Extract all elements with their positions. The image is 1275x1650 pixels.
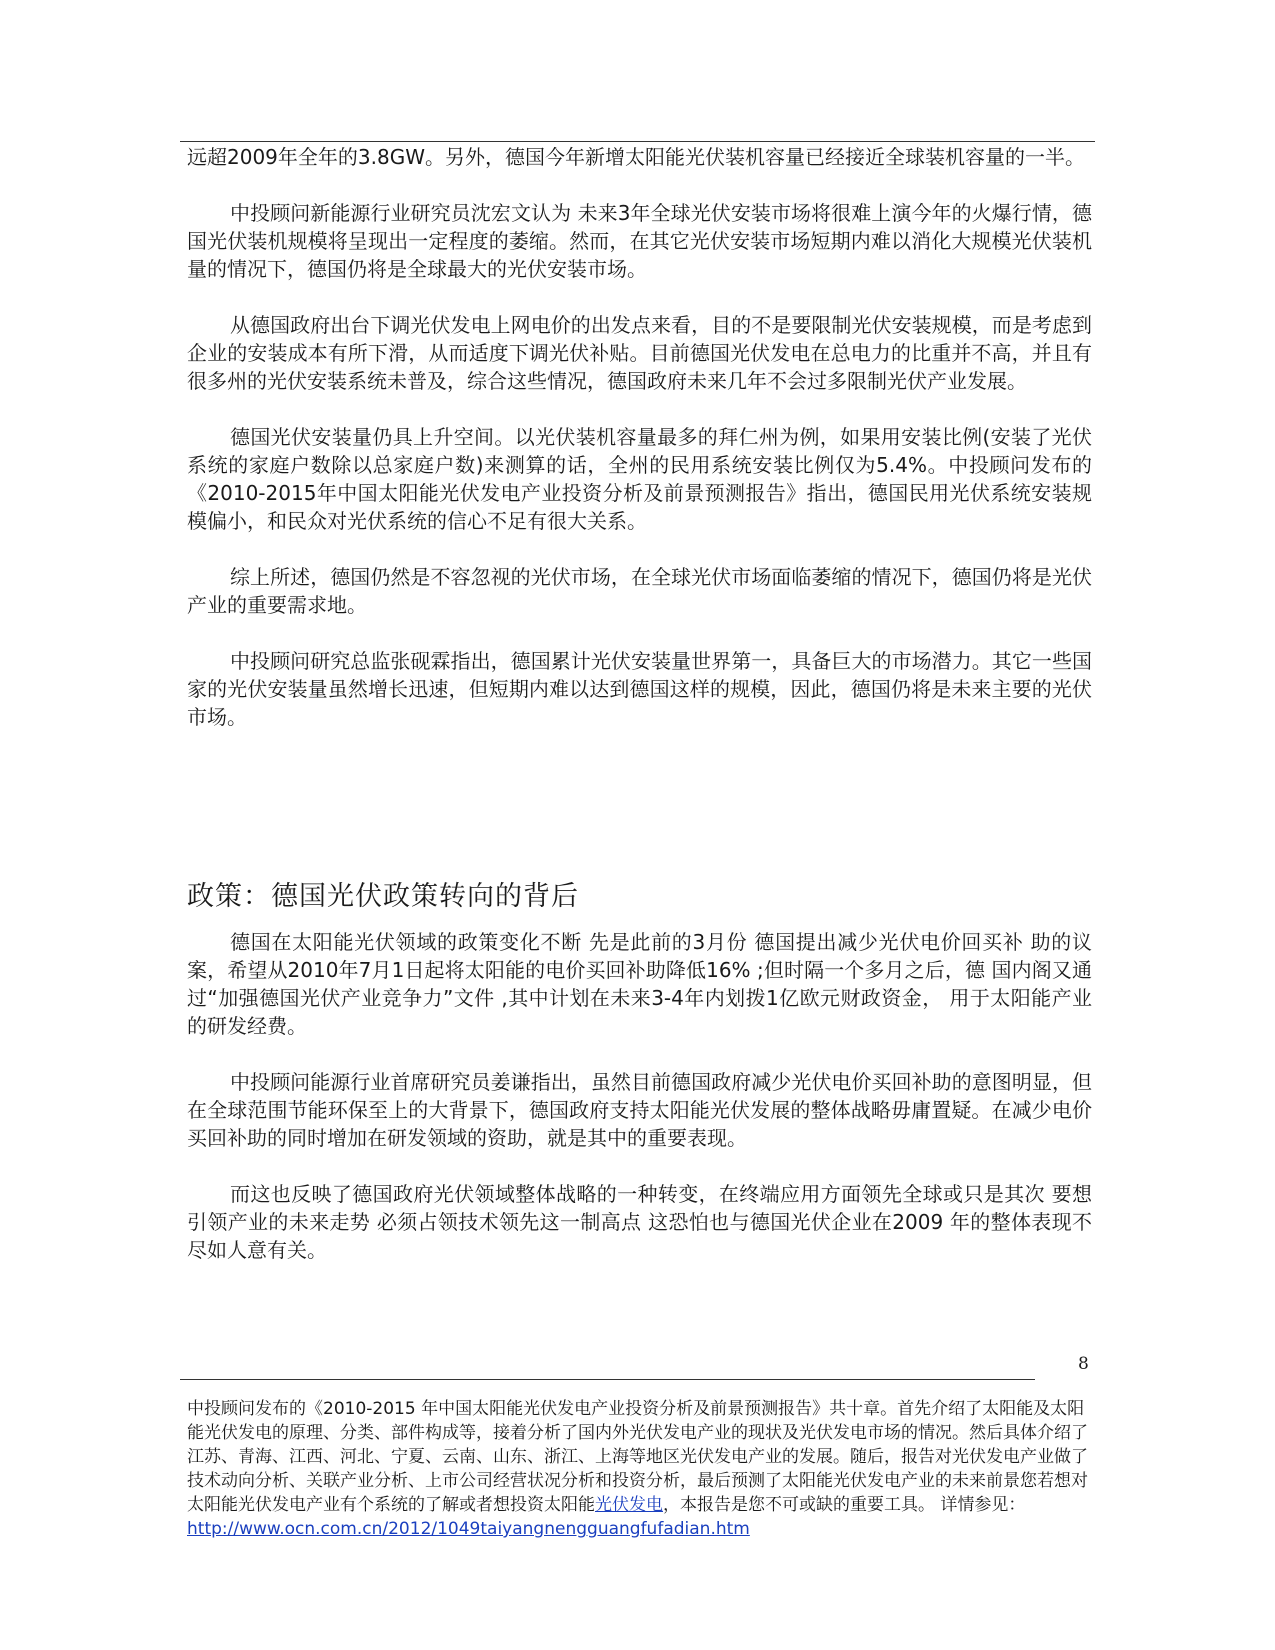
paragraph: 中投顾问能源行业首席研究员姜谦指出，虽然目前德国政府减少光伏电价买回补助的意图明显，但在全球范围节能环保至上的大背景下，德国政府支持太阳能光伏发展的整体战略毋庸置疑。在减少电价买回补助的同时增加在研发领域的资助，就是其中的重要表现。 [187,1070,1092,1150]
paragraph: 中投顾问新能源行业研究员沈宏文认为 未来3年全球光伏安装市场将很难上演今年的火爆行情，德国光伏装机规模将呈现出一定程度的萎缩。然而，在其它光伏安装市场短期内难以消化大规模光伏装机量的情况下，德国仍将是全球最大的光伏安装市场。 [187,201,1092,281]
footer-text-after: ，本报告是您不可或缺的重要工具。 详情参见： [663,1495,1026,1515]
body-top [187,143,1092,731]
section-heading: 政策：德国光伏政策转向的背后 [187,881,579,912]
body-bottom [187,928,1092,1264]
footer-note [187,1397,1092,1541]
paragraph: 德国光伏安装量仍具上升空间。以光伏装机容量最多的拜仁州为例，如果用安装比例(安装了光伏系统的家庭户数除以总家庭户数)来测算的话，全州的民用系统安装比例仅为5.4%。中投顾问发布的《2010-2015年中国太阳能光伏发电产业投资分析及前景预测报告》指出，德国民用光伏系统安装规模偏小，和民众对光伏系统的信心不足有很大关系。 [187,425,1092,533]
footer-keyword-link[interactable]: 光伏发电 [595,1495,663,1515]
footer-text: 中投顾问发布的《2010-2015 年中国太阳能光伏发电产业投资分析及前景预测报告》共十章。首先介绍了太阳能及太阳能光伏发电的原理、分类、部件构成等，接着分析了国内外光伏发电产业的现状及光伏发电市场的情况。然后具体介绍了江苏、青海、江西、河北、宁夏、云南、山东、浙江、上海等地区光伏发电产业的发展。随后，报告对光伏发电产业做了技术动向分析、关联产业分析、上市公司经营状况分析和投资分析，最后预测了太阳能光伏发电产业的未来前景您若想对太阳能光伏发电产业有个系统的了解或者想投资太阳能 [187,1399,1088,1515]
paragraph: 中投顾问研究总监张砚霖指出，德国累计光伏安装量世界第一，具备巨大的市场潜力。其它一些国家的光伏安装量虽然增长迅速，但短期内难以达到德国这样的规模，因此，德国仍将是未来主要的光伏市场。 [187,649,1092,729]
footer-url-link[interactable]: http://www.ocn.com.cn/2012/1049taiyangnengguangfufadian.htm [187,1519,750,1539]
footer-rule [180,1379,1035,1380]
page-number: 8 [1078,1354,1089,1374]
paragraph: 德国在太阳能光伏领域的政策变化不断 先是此前的3月份 德国提出减少光伏电价回买补 助的议案，希望从2010年7月1日起将太阳能的电价买回补助降低16% ;但时隔一个多月之后，德 国内阁又通过“加强德国光伏产业竞争力”文件 ,其中计划在未来3-4年内划拨1亿欧元财政资金， 用于太阳能产业的研发经费。 [187,930,1092,1038]
paragraph: 从德国政府出台下调光伏发电上网电价的出发点来看，目的不是要限制光伏安装规模，而是考虑到企业的安装成本有所下滑，从而适度下调光伏补贴。目前德国光伏发电在总电力的比重并不高，并且有很多州的光伏安装系统未普及，综合这些情况，德国政府未来几年不会过多限制光伏产业发展。 [187,313,1092,393]
header-rule [180,141,1095,142]
paragraph: 而这也反映了德国政府光伏领域整体战略的一种转变，在终端应用方面领先全球或只是其次 要想引领产业的未来走势 必须占领技术领先这一制高点 这恐怕也与德国光伏企业在2009 年的整体表现不尽如人意有关。 [187,1182,1092,1262]
continuation-paragraph: 远超2009年全年的3.8GW。另外，德国今年新增太阳能光伏装机容量已经接近全球装机容量的一半。 [187,145,1085,169]
paragraph: 综上所述，德国仍然是不容忽视的光伏市场，在全球光伏市场面临萎缩的情况下，德国仍将是光伏产业的重要需求地。 [187,565,1092,617]
